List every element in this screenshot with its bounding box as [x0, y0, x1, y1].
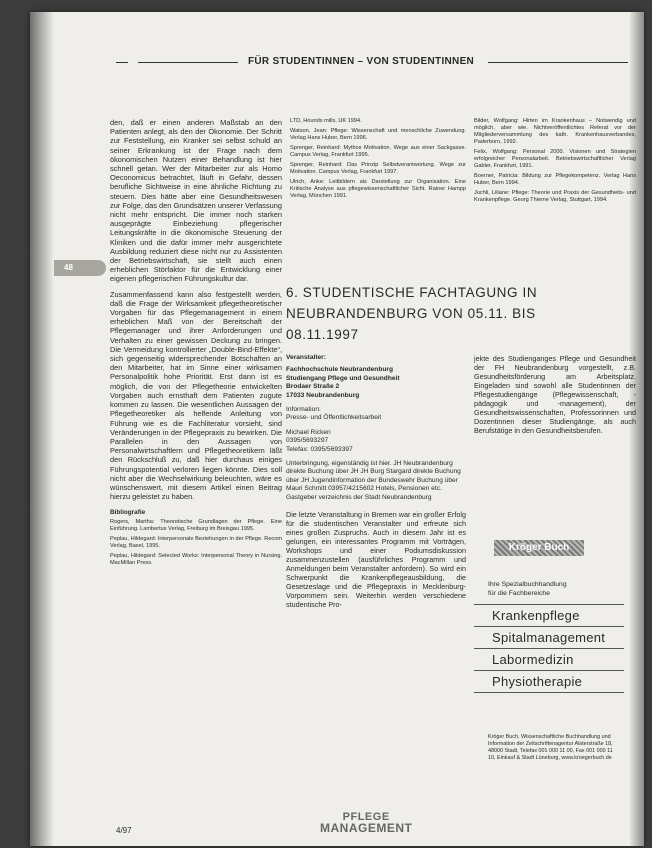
contact-line: 0395/5693297 [286, 437, 329, 445]
paragraph: den, daß er einen anderen Maßstab an den Patienten anlegt, als den der Ökonomie. Der Schritt zur Feststellung, ein Kranker sei selbst schuld an seiner Erkrankung ist der Frage nach dem ökonomischen Nutzen einer Behandlung ist hier schnell getan. Wer der Mitarbeiter zur als Homo Oeconomicus betrachtet, läuft in Gefahr, dessen berufliche Sichtweise in eine ähnliche Richtung zu steuern. Dies hätte aber eine Gesundheitswesen zur Folge, das den Grundsätzen unserer Verfassung nicht mehr entspricht. Die immer noch starken ausgeprägte Einbeziehung pflegerischer Leitungskräfte in die ökonomische Steuerung der Kliniken und die dafür immer mehr ausgerichtete Ausbildung reduziert diese nicht nur zu Assistenten der Betriebswirtschaft, sie stellt auch einen erheblichen Störfaktor für die Entwicklung einer eigenen pflegerischen Führungskultur dar. [110, 118, 282, 284]
header-rule [116, 62, 128, 63]
contact-line: Michael Ricken [286, 428, 331, 436]
ad-intro-line: für die Fachbereiche [488, 590, 550, 597]
column-3-bibliography [474, 118, 636, 207]
bibliography-item: Juchli, Liliane: Pflege: Theorie und Praxis der Gesundheits- und Krankenpflege. Georg Thieme Verlag, Stuttgart, 1994. [474, 190, 636, 203]
masthead-top: PFLEGE [342, 811, 390, 823]
bibliography [110, 509, 282, 567]
address-line: Studiengang Pflege und Gesundheit [286, 374, 400, 382]
page-shadow-left [30, 12, 54, 846]
header-rule [488, 62, 628, 63]
ad-rule [474, 692, 624, 693]
bibliography-item: Peplau, Hildegard: Interpersonale Beziehungen in der Pflege. Recom Verlag, Basel, 1995. [110, 536, 282, 550]
ad-rule [474, 626, 624, 627]
magazine-masthead [320, 812, 412, 834]
contact-line: Telefax: 0395/5693397 [286, 445, 353, 453]
bookshop-advertisement [474, 540, 634, 840]
bookshop-logo: Kröger Buch [494, 540, 584, 556]
bibliography-item: Rogers, Martha: Theoretische Grundlagen der Pflege. Eine Einführung. Lambertus Verlag, Freiburg im Breisgau 1995. [110, 519, 282, 533]
column-1 [110, 118, 282, 570]
column-2-info [286, 354, 466, 609]
bibliography-item: Watson, Jean: Pflege: Wissenschaft und menschliche Zuwendung. Verlag Hans Huber, Bern 1996. [290, 128, 466, 141]
info-label: Information: [286, 406, 321, 414]
bibliography-item: LTD, Hounds mills, UK 1994. [290, 118, 362, 124]
ad-intro-line: Ihre Spezialbuchhandlung [488, 581, 567, 588]
bibliography-item: Felix, Wolfgang: Personal 2000. Visionen und Strategien erfolgreicher Personalarbeit. Betriebswirtschaftlicher Verlag Gabler, Frankfurt, 1991. [474, 149, 636, 169]
ad-topic: Krankenpflege [492, 608, 580, 623]
page-header [116, 56, 636, 70]
bibliography-item: Ulrich, Anke: Leitbildern als Darstellung zur Organisation. Eine Kritische Analyse aus pflegewissenschaftlicher Sicht. Rainer Hampp Verlag, München 1991. [290, 179, 466, 199]
bibliography-item: Peplau, Hildegard: Selected Works: Interpersonal Theory in Nursing. MacMillan Press. [110, 553, 282, 567]
address-line: Brodaer Straße 2 [286, 383, 340, 391]
address-line: Fachhochschule Neubrandenburg [286, 366, 393, 374]
ad-rule [474, 670, 624, 671]
bibliography-item: Sprenger, Reinhard: Mythos Motivation. Wege aus einer Sackgasse. Campus Verlag, Frankfurt 1995. [290, 145, 466, 158]
info-line: Presse- und Öffentlichkeitsarbeit [286, 414, 382, 422]
page-number-tab: 48 [54, 260, 106, 276]
header-rule [138, 62, 238, 63]
magazine-page [30, 12, 644, 846]
masthead-bottom: MANAGEMENT [320, 821, 413, 835]
ad-contact: Kröger Buch, Wissenschaftliche Buchhandlung und Information der Zeitschriftenagentur Alsterstraße 18, 48000 Stadt, Telefax 001 000 11 00, Fax 001 000 11 10, Einkauf & Stadt Lüneburg, www.kroegerbuch.de [488, 734, 613, 761]
ad-topic: Labormedizin [492, 652, 574, 667]
paragraph: Zusammenfassend kann also festgestellt werden, daß die Frage der Wirksamkeit pflegetheoretischer Vorgaben für das Pflegemanagement in einem erheblichen Maß von der Bereitschaft der Pflegemanager und ihrer Anforderungen und Verhalten zu einer gewissen Deckung zu bringen. Die Vermeidung kontrollierter „Double-Bind-Effekte“, sich gegenseitig widersprechender Botschaften an den Mitarbeiter, hat im Sinne einer wirksamen Personalpolitik hohe Priorität. Erst dann ist es möglich, die von der Pflegetheorie entwickelten Vorgaben auch ernsthaft dem Patienten zugute kommen zu lassen. Die wesentlichen Aussagen der Pflegetheoretiker als helfende Anleitung von Führung wie es die Fachliteratur vorsieht, sind Veränderungen in der Pflegepraxis zu bewirken. Die Parallelen in den Aussagen von Personalwirtschaftlern und Pflegetheoretikern läßt den Rückschluß zu, daß hier durchaus einiges Führungspotential verloren liegen könnte. Dies soll nicht aber die Wechselwirkung beleuchten, wäre es wünschenswert, mit diesem Artikel einen Beitrag hierzu geleistet zu haben. [110, 289, 282, 502]
footer-issue: 4/97 [116, 826, 132, 835]
bibliography-title: Bibliografie [110, 509, 146, 517]
ad-rule [474, 648, 624, 649]
ad-topic: Spitalmanagement [492, 630, 606, 645]
organizer-label: Veranstalter: [286, 354, 326, 361]
ad-topic: Physiotherapie [492, 674, 583, 689]
bibliography-item: Bilder, Wolfgang: Hirten im Krankenhaus – Notwendig und möglich, aber wie. Nichtveröffentlichtes Referat vor der Mitgliederversammlung des kath. Krankenhausverbandes, Paderborn, 1992. [474, 118, 636, 145]
address-line: 17033 Neubrandenburg [286, 391, 360, 399]
section-title: FÜR STUDENTINNEN – VON STUDENTINNEN [248, 56, 475, 67]
ad-intro [488, 580, 567, 598]
conference-heading: 6. STUDENTISCHE FACHTAGUNG IN NEUBRANDENBURG VON 05.11. BIS 08.11.1997 [286, 285, 538, 342]
column-2-bibliography [290, 118, 466, 203]
bibliography-item: Sprenger, Reinhard: Das Prinzip Selbstverantwortung. Wege zur Motivation. Campus Verlag, Frankfurt 1997. [290, 162, 466, 175]
column-3-text: jekte des Studienganges Pflege und Gesundheit der FH Neubrandenburg vorgestellt, z.B. Gesundheitsförderung am Arbeitsplatz. Eingeladen sind sowohl alle Studentinnen der Pflegestudiengänge (Pflegewissenschaft, -pädagogik und -management), der Gesundheitswissenschaften, Professorinnen und Dozentinnen dieser Studiengänge, als auch Berufstätige in den Gesundheitsberufen. [474, 354, 636, 435]
bibliography-item: Boerner, Patricia: Bildung zur Pflegekompetenz. Verlag Hans Huber, Bern 1994. [474, 173, 636, 186]
ad-rule [474, 604, 624, 605]
lodging-text: Unterbringung, eigenständig ist hier. JH Neubrandenburg direkte Buchung über JH JH Burg Stargard direkte Buchung über JH Jugendinformation der Bundeswehr Buchung über Mauri Schmitt 03957/4215602 Hotels, Pensionen etc. Gastgeber verzeichnis der Stadt Neubrandenburg [286, 460, 461, 501]
closing-paragraph: Die letzte Veranstaltung in Bremen war ein großer Erfolg für die studentischen Veranstalter und erfreute sich eines großen Zuspruchs. Auch in diesem Jahr ist es gelungen, ein interessantes Programm mit Vorträgen, Workshops und einer Podiumsdiskussion zusammenzustellen (ausführliches Programm und Anmeldungen beim Veranstalter anfordern). So wird ein Schwerpunkt die Krankenpflegeausbildung, die Gesetzeslage und die Pflegepraxis in Mecklenburg-Vorpommern sein. Weiterhin werden verschiedene studentische Pro- [286, 510, 466, 610]
